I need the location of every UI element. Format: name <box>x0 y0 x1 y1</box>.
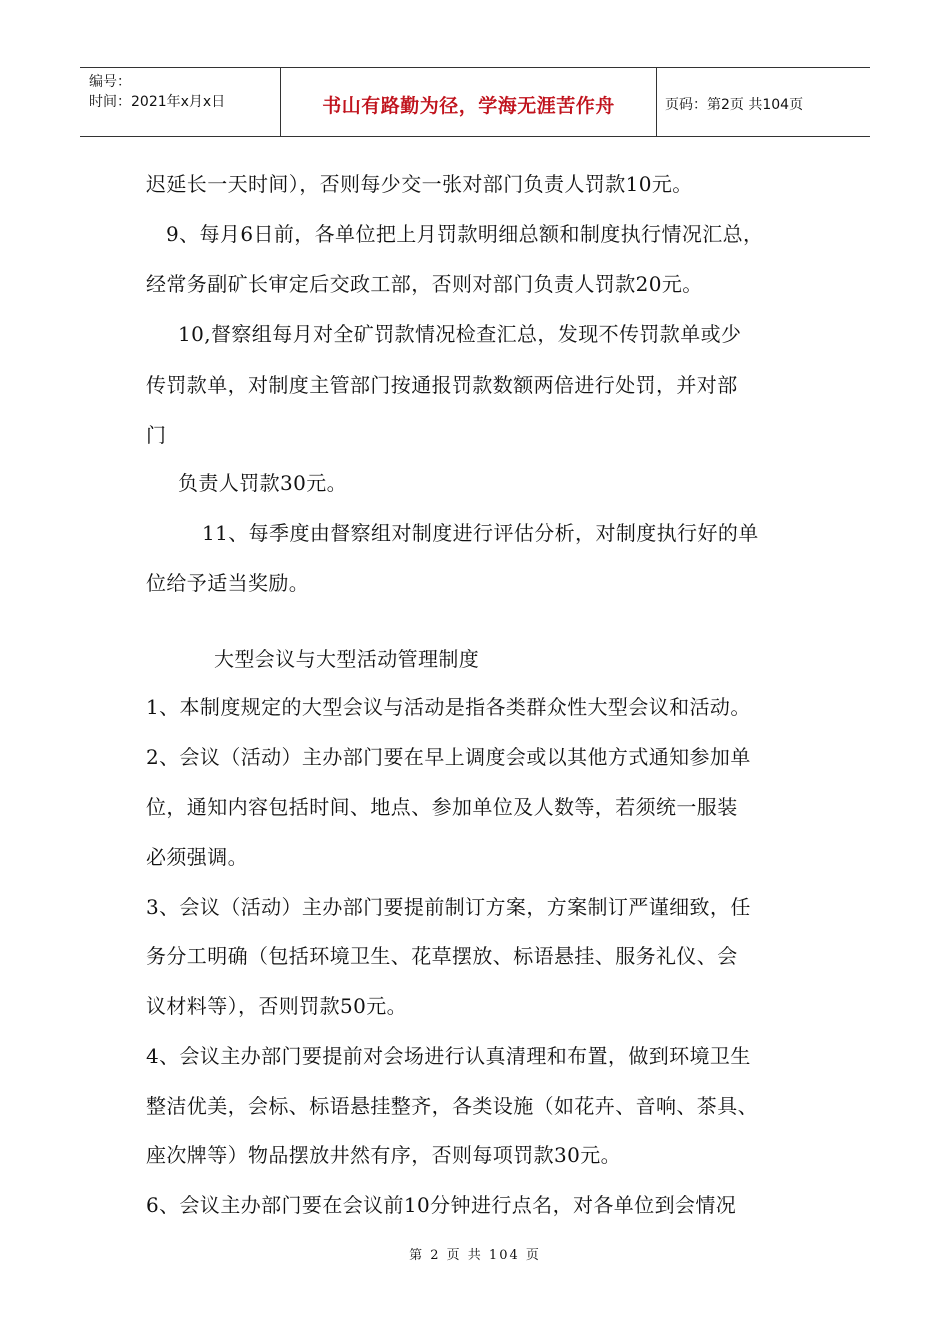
text-line: 11、每季度由督察组对制度进行评估分析，对制度执行好的单 <box>202 521 759 545</box>
text-line: 议材料等），否则罚款50元。 <box>146 994 408 1018</box>
document-number-label: 编号： <box>89 74 131 90</box>
page-footer: 第 2 页 共 104 页 <box>409 1248 541 1263</box>
text-line: 4、会议主办部门要提前对会场进行认真清理和布置，做到环境卫生 <box>146 1044 751 1068</box>
page-header <box>80 67 870 137</box>
text-line: 务分工明确（包括环境卫生、花草摆放、标语悬挂、服务礼仪、会 <box>146 944 738 968</box>
document-time-label: 时间：2021年x月x日 <box>89 94 226 110</box>
text-line: 经常务副矿长审定后交政工部，否则对部门负责人罚款20元。 <box>146 272 703 296</box>
header-meta <box>80 68 281 136</box>
text-line: 必须强调。 <box>146 845 248 869</box>
text-line: 3、会议（活动）主办部门要提前制订方案，方案制订严谨细致，任 <box>146 895 751 919</box>
text-line: 10,督察组每月对全矿罚款情况检查汇总，发现不传罚款单或少 <box>178 322 742 346</box>
text-line: 1、本制度规定的大型会议与活动是指各类群众性大型会议和活动。 <box>146 695 751 719</box>
text-line: 位，通知内容包括时间、地点、参加单位及人数等，若须统一服装 <box>146 795 738 819</box>
text-line: 门 <box>146 423 167 447</box>
header-page-info: 页码：第2页 共104页 <box>665 97 804 113</box>
header-motto: 书山有路勤为径，学海无涯苦作舟 <box>281 68 657 136</box>
text-line: 座次牌等）物品摆放井然有序，否则每项罚款30元。 <box>146 1143 622 1167</box>
text-line: 整洁优美，会标、标语悬挂整齐，各类设施（如花卉、音响、茶具、 <box>146 1094 758 1118</box>
text-line: 9、每月6日前，各单位把上月罚款明细总额和制度执行情况汇总， <box>166 222 764 246</box>
text-line: 6、会议主办部门要在会议前10分钟进行点名，对各单位到会情况 <box>146 1193 737 1217</box>
section-heading: 大型会议与大型活动管理制度 <box>214 647 480 671</box>
text-line: 负责人罚款30元。 <box>178 471 348 495</box>
text-line: 位给予适当奖励。 <box>146 571 310 595</box>
text-line: 传罚款单，对制度主管部门按通报罚款数额两倍进行处罚，并对部 <box>146 373 738 397</box>
text-line: 迟延长一天时间），否则每少交一张对部门负责人罚款10元。 <box>146 172 693 196</box>
text-line: 2、会议（活动）主办部门要在早上调度会或以其他方式通知参加单 <box>146 745 751 769</box>
